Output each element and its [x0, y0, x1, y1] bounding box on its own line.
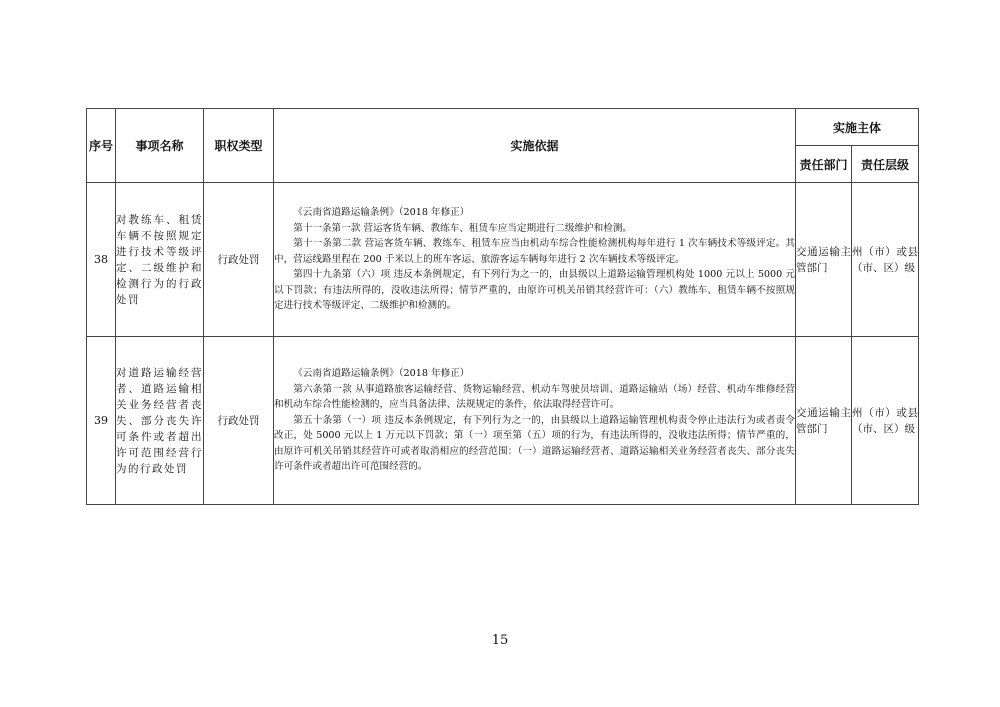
- row-level: 州（市）或县（市、区）级: [852, 337, 919, 505]
- header-name: 事项名称: [116, 109, 204, 183]
- basis-title: 《云南省道路运输条例》（2018 年修正）: [293, 207, 470, 219]
- basis-article: 第四十九条第（六）项 违反本条例规定，有下列行为之一的，由县级以上道路运输管理机构处 1000 元以上 5000 元以下罚款；有违法所得的，没收违法所得；情节严重的，由原许可机关吊销其经营许可：（六）教练车、租赁车辆不按照规定进行技术等级评定、二级维护和检测的。: [274, 269, 795, 312]
- header-subject: 实施主体: [796, 109, 919, 146]
- row-dept: 交通运输主管部门: [796, 337, 852, 505]
- row-seq: 38: [87, 183, 116, 337]
- table-row: [87, 183, 919, 337]
- row-basis: [274, 183, 796, 337]
- row-basis: [274, 337, 796, 505]
- header-basis: 实施依据: [274, 109, 796, 183]
- page-number: 15: [491, 633, 509, 648]
- basis-article: 第十一条第二款 营运客货车辆、教练车、租赁车应当由机动车综合性能检测机构每年进行 1 次车辆技术等级评定。其中，营运线路里程在 200 千米以上的班车客运、旅游客运车辆每年进行 2 次车辆技术等级评定。: [274, 238, 795, 265]
- row-type: 行政处罚: [204, 183, 274, 337]
- header-dept: 责任部门: [796, 146, 852, 183]
- basis-title: 《云南省道路运输条例》（2018 年修正）: [293, 368, 470, 380]
- basis-article: 第十一条第一款 营运客货车辆、教练车、租赁车应当定期进行二级维护和检测。: [293, 222, 633, 234]
- header-seq: 序号: [87, 109, 116, 183]
- basis-article: 第五十条第（一）项 违反本条例规定，有下列行为之一的，由县级以上道路运输管理机构责令停止违法行为或者责令改正，处 5000 元以上 1 万元以下罚款；第（一）项至第（五）项的行为，有违法所得的，没收违法所得；情节严重的，由原许可机关吊销其经营许可或者取消相应的经营范围：（一）道路运输经营者、道路运输相关业务经营者丧失、部分丧失许可条件或者超出许可范围经营的。: [274, 414, 795, 473]
- row-level: 州（市）或县（市、区）级: [852, 183, 919, 337]
- row-dept: 交通运输主管部门: [796, 183, 852, 337]
- header-level: 责任层级: [852, 146, 919, 183]
- row-seq: 39: [87, 337, 116, 505]
- enforcement-table: [86, 108, 919, 505]
- row-name: 对道路运输经营者、道路运输相关业务经营者丧失、部分丧失许可条件或者超出许可范围经营行为的行政处罚: [116, 337, 204, 505]
- row-name: 对教练车、租赁车辆不按照规定进行技术等级评定、二级维护和检测行为的行政处罚: [116, 183, 204, 337]
- header-type: 职权类型: [204, 109, 274, 183]
- table-row: [87, 337, 919, 505]
- row-type: 行政处罚: [204, 337, 274, 505]
- basis-article: 第六条第一款 从事道路旅客运输经营、货物运输经营、机动车驾驶员培训、道路运输站（场）经营、机动车维修经营和机动车综合性能检测的，应当具备法律、法规规定的条件，依法取得经营许可。: [274, 383, 795, 411]
